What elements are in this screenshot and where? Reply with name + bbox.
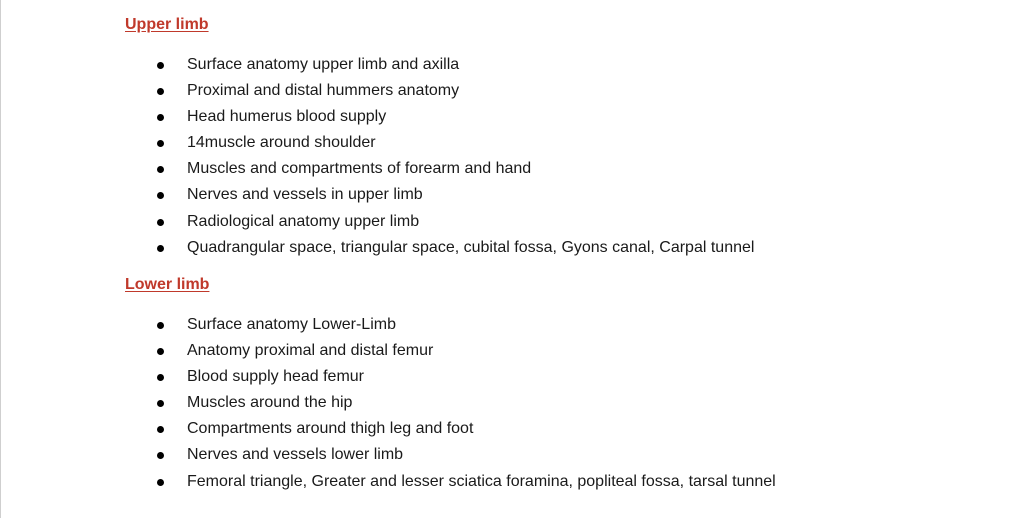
bullet-list <box>125 312 985 495</box>
list-item <box>125 364 985 390</box>
list-item <box>125 182 985 208</box>
list-item-text: Head humerus blood supply <box>187 108 387 126</box>
list-item <box>125 442 985 468</box>
bullet-list <box>125 52 985 261</box>
bullet-icon <box>157 88 164 95</box>
list-item-text: Surface anatomy Lower-Limb <box>187 316 396 333</box>
list-item <box>125 416 985 442</box>
bullet-icon <box>157 400 164 407</box>
list-item <box>125 209 985 235</box>
list-item-text: Femoral triangle, Greater and lesser sciatica foramina, popliteal fossa, tarsal tunnel <box>187 472 776 490</box>
bullet-icon <box>157 479 164 486</box>
list-item <box>125 235 985 261</box>
bullet-icon <box>157 452 164 459</box>
list-item-text: Quadrangular space, triangular space, cubital fossa, Gyons canal, Carpal tunnel <box>187 238 755 256</box>
list-item <box>125 104 985 130</box>
list-item-text: Proximal and distal hummers anatomy <box>187 82 460 100</box>
bullet-icon <box>157 166 164 173</box>
bullet-icon <box>157 245 164 252</box>
bullet-icon <box>157 140 164 147</box>
list-item-text: Nerves and vessels in upper limb <box>187 186 423 204</box>
list-item-text: Radiological anatomy upper limb <box>187 212 420 230</box>
bullet-icon <box>157 348 164 355</box>
list-item <box>125 390 985 416</box>
bullet-icon <box>157 426 164 433</box>
list-item-text: Anatomy proximal and distal femur <box>187 342 434 360</box>
list-item <box>125 338 985 364</box>
bullet-icon <box>157 192 164 199</box>
list-item <box>125 469 985 495</box>
list-item-text: Surface anatomy upper limb and axilla <box>187 56 460 73</box>
section-heading: Lower limb <box>125 276 210 293</box>
bullet-icon <box>157 374 164 381</box>
list-item-text: Blood supply head femur <box>187 368 364 386</box>
list-item-text: Muscles around the hip <box>187 394 353 412</box>
list-item <box>125 78 985 104</box>
bullet-icon <box>157 62 164 69</box>
section-heading: Upper limb <box>125 16 209 33</box>
list-item <box>125 312 985 338</box>
list-item <box>125 156 985 182</box>
list-item-text: Compartments around thigh leg and foot <box>187 420 474 438</box>
section-lower-limb <box>125 274 985 495</box>
section-upper-limb <box>125 14 985 261</box>
bullet-icon <box>157 322 164 329</box>
list-item-text: Nerves and vessels lower limb <box>187 446 404 464</box>
bullet-icon <box>157 114 164 121</box>
list-item <box>125 52 985 78</box>
list-item-text: 14muscle around shoulder <box>187 134 376 152</box>
list-item-text: Muscles and compartments of forearm and hand <box>187 160 532 178</box>
bullet-icon <box>157 219 164 226</box>
list-item <box>125 130 985 156</box>
